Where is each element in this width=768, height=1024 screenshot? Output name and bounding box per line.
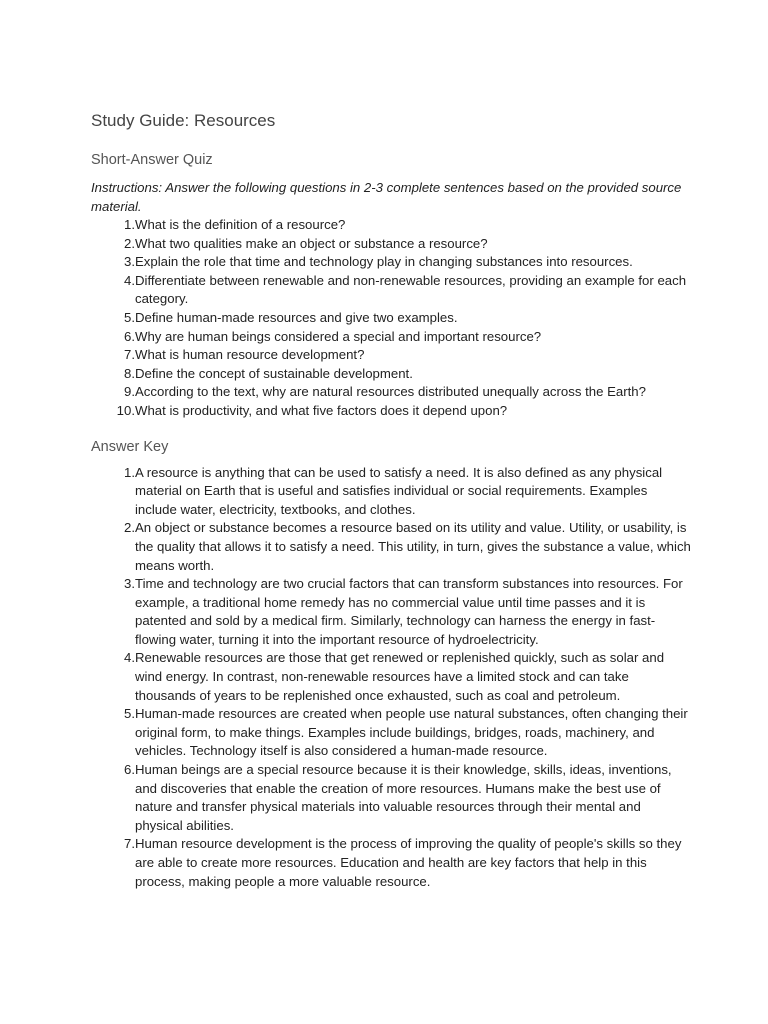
- list-item: [91, 519, 691, 575]
- item-number: 10.: [116, 402, 135, 418]
- list-item: [91, 464, 691, 520]
- item-text: What is the definition of a resource?: [135, 217, 346, 232]
- item-text: Renewable resources are those that get renewed or replenished quickly, such as solar and wind energy. In contrast, non-renewable resources have a limited stock and can take thousands of years to be replenished once exhausted, such as coal and petroleum.: [135, 650, 665, 703]
- answer-list: [91, 464, 691, 892]
- list-item: [91, 216, 691, 235]
- list-item: [91, 346, 691, 365]
- quiz-heading: Short-Answer Quiz: [91, 152, 213, 168]
- list-item: [91, 649, 691, 705]
- item-text: Define the concept of sustainable development.: [135, 365, 413, 381]
- item-text: According to the text, why are natural resources distributed unequally across the Earth?: [135, 384, 646, 400]
- list-item: [91, 235, 691, 254]
- list-item: [91, 402, 691, 421]
- item-text: Define human-made resources and give two examples.: [135, 309, 458, 325]
- list-item: [91, 253, 691, 272]
- question-list: [91, 216, 691, 421]
- item-text: Human resource development is the process of improving the quality of people's skills so they are able to create more resources. Education and health are key factors that help in this process, making people a more valuable resource.: [135, 836, 682, 889]
- list-item: [91, 328, 691, 347]
- item-number: 4.: [124, 650, 135, 666]
- item-number: 4.: [124, 272, 135, 288]
- item-number: 8.: [124, 365, 135, 381]
- item-number: 5.: [124, 309, 135, 325]
- item-number: 7.: [124, 836, 135, 852]
- item-number: 1.: [124, 217, 135, 232]
- item-number: 2.: [124, 520, 135, 536]
- list-item: [91, 365, 691, 384]
- answer-key-heading: Answer Key: [91, 438, 169, 455]
- item-text: Time and technology are two crucial factors that can transform substances into resources. For example, a traditional home remedy has no commercial value until time passes and it is patented and sold by a medical firm. Similarly, technology can harness the energy in fast-flowing water, turning it into the important resource of hydroelectricity.: [135, 576, 683, 647]
- item-text: Why are human beings considered a special and important resource?: [135, 328, 542, 344]
- item-text: Explain the role that time and technology play in changing substances into resources.: [135, 254, 633, 270]
- list-item: [91, 705, 691, 761]
- item-number: 6.: [124, 328, 135, 344]
- item-number: 9.: [124, 384, 135, 400]
- item-number: 5.: [124, 706, 135, 722]
- item-text: Human-made resources are created when people use natural substances, often changing their original form, to make things. Examples include buildings, bridges, roads, machinery, and vehicles. Technology itself is also considered a human-made resource.: [135, 706, 688, 759]
- item-text: A resource is anything that can be used to satisfy a need. It is also defined as any physical material on Earth that is useful and satisfies individual or social requirements. Examples include water, electricity, textbooks, and clothes.: [135, 464, 663, 517]
- list-item: [91, 272, 691, 309]
- item-text: An object or substance becomes a resource based on its utility and value. Utility, or usability, is the quality that allows it to satisfy a need. This utility, in turn, gives the substance a value, which means worth.: [135, 520, 691, 573]
- item-text: What is human resource development?: [135, 347, 365, 363]
- item-number: 3.: [124, 254, 135, 270]
- list-item: [91, 575, 691, 649]
- item-number: 1.: [124, 464, 135, 480]
- item-text: Human beings are a special resource because it is their knowledge, skills, ideas, inventions, and discoveries that enable the creation of more resources. Humans make the best use of nature and transfer physical materials into valuable resources through their mental and physical abilities.: [135, 762, 672, 833]
- item-number: 7.: [124, 347, 135, 363]
- list-item: [91, 383, 691, 402]
- document-title: Study Guide: Resources: [91, 111, 276, 130]
- quiz-instructions: Instructions: Answer the following questions in 2-3 complete sentences based on the provided source material.: [91, 180, 682, 214]
- item-text: What is productivity, and what five factors does it depend upon?: [135, 402, 508, 418]
- item-number: 3.: [124, 576, 135, 592]
- list-item: [91, 309, 691, 328]
- item-number: 6.: [124, 762, 135, 778]
- item-number: 2.: [124, 235, 135, 251]
- item-text: Differentiate between renewable and non-renewable resources, providing an example for each category.: [135, 272, 687, 307]
- item-text: What two qualities make an object or substance a resource?: [135, 235, 488, 251]
- list-item: [91, 835, 691, 891]
- list-item: [91, 761, 691, 835]
